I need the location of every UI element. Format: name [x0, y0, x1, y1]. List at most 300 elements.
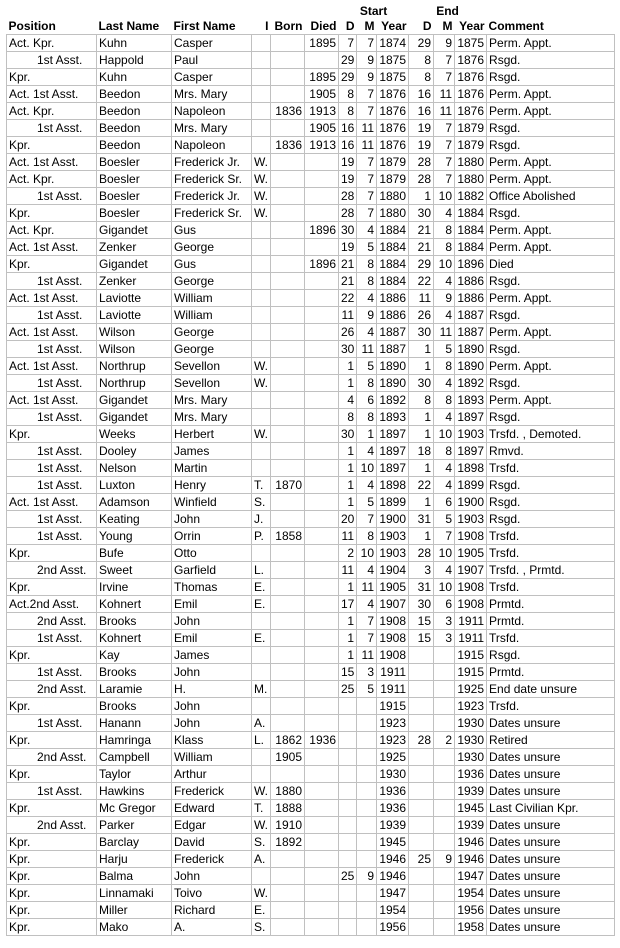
cell-start-month: 5 [357, 681, 377, 698]
cell-first-name: Mrs. Mary [172, 392, 252, 409]
table-row [7, 375, 615, 392]
cell-initial: T. [252, 477, 271, 494]
cell-position: 1st Asst. [7, 460, 97, 477]
cell-start-month: 4 [357, 290, 377, 307]
cell-comment: Dates unsure [487, 817, 615, 834]
cell-position: 1st Asst. [7, 443, 97, 460]
cell-start-month [357, 749, 377, 766]
table-row [7, 698, 615, 715]
col-header-end-month: M [442, 19, 453, 33]
cell-comment: Rsgd. [487, 137, 615, 154]
cell-start-year: 1908 [377, 630, 409, 647]
cell-died: 1913 [305, 103, 339, 120]
cell-start-year: 1892 [377, 392, 409, 409]
cell-start-month: 4 [357, 596, 377, 613]
cell-start-month: 7 [357, 86, 377, 103]
cell-born [271, 647, 305, 664]
cell-initial: W. [252, 154, 271, 171]
cell-first-name: Frederick [172, 851, 252, 868]
cell-born [271, 715, 305, 732]
table-row [7, 171, 615, 188]
cell-died [305, 409, 339, 426]
cell-comment: Trsfd. [487, 460, 615, 477]
cell-start-month: 8 [357, 273, 377, 290]
table-row [7, 477, 615, 494]
cell-end-day [409, 766, 434, 783]
cell-first-name: John [172, 698, 252, 715]
cell-last-name: Gigandet [97, 409, 172, 426]
cell-start-month: 4 [357, 443, 377, 460]
cell-end-day [409, 885, 434, 902]
cell-died [305, 273, 339, 290]
cell-start-day: 1 [339, 358, 357, 375]
cell-died: 1895 [305, 35, 339, 52]
cell-end-day [409, 834, 434, 851]
cell-comment: Rsgd. [487, 511, 615, 528]
cell-position: Kpr. [7, 137, 97, 154]
cell-born [271, 69, 305, 86]
cell-start-day [339, 851, 357, 868]
cell-end-day: 15 [409, 613, 434, 630]
cell-end-month: 4 [434, 375, 455, 392]
table-row [7, 783, 615, 800]
cell-comment: Prmtd. [487, 664, 615, 681]
cell-start-month: 8 [357, 409, 377, 426]
table-row [7, 290, 615, 307]
table-row [7, 885, 615, 902]
cell-end-month [434, 766, 455, 783]
cell-start-month: 7 [357, 630, 377, 647]
cell-initial [252, 137, 271, 154]
cell-first-name: John [172, 868, 252, 885]
cell-end-day: 18 [409, 443, 434, 460]
cell-position: Kpr. [7, 426, 97, 443]
cell-last-name: Boesler [97, 154, 172, 171]
cell-died [305, 358, 339, 375]
cell-died [305, 800, 339, 817]
cell-end-day: 26 [409, 307, 434, 324]
cell-last-name: Kay [97, 647, 172, 664]
cell-start-day: 11 [339, 562, 357, 579]
cell-end-year: 1908 [455, 596, 487, 613]
table-row [7, 664, 615, 681]
cell-end-month: 6 [434, 494, 455, 511]
table-row [7, 715, 615, 732]
cell-end-day: 8 [409, 52, 434, 69]
cell-end-day: 30 [409, 375, 434, 392]
cell-initial: W. [252, 375, 271, 392]
cell-died [305, 477, 339, 494]
cell-initial [252, 239, 271, 256]
table-row [7, 817, 615, 834]
cell-comment: Rmvd. [487, 443, 615, 460]
cell-end-year: 1939 [455, 817, 487, 834]
table-row [7, 562, 615, 579]
cell-initial: W. [252, 205, 271, 222]
col-header-end-year: Year [459, 19, 485, 33]
cell-died [305, 239, 339, 256]
cell-position: Kpr. [7, 732, 97, 749]
cell-position: Act. 1st Asst. [7, 392, 97, 409]
table-row [7, 528, 615, 545]
cell-end-month: 7 [434, 69, 455, 86]
cell-end-year: 1880 [455, 171, 487, 188]
cell-start-month: 10 [357, 545, 377, 562]
cell-last-name: Beedon [97, 86, 172, 103]
cell-end-month: 5 [434, 341, 455, 358]
cell-start-day: 29 [339, 52, 357, 69]
cell-position: Act.2nd Asst. [7, 596, 97, 613]
table-row [7, 239, 615, 256]
cell-comment: End date unsure [487, 681, 615, 698]
cell-position: Kpr. [7, 834, 97, 851]
cell-last-name: Barclay [97, 834, 172, 851]
cell-end-year: 1946 [455, 834, 487, 851]
cell-last-name: Gigandet [97, 392, 172, 409]
cell-start-year: 1954 [377, 902, 409, 919]
cell-last-name: Taylor [97, 766, 172, 783]
cell-first-name: Emil [172, 596, 252, 613]
cell-start-month [357, 698, 377, 715]
cell-initial [252, 52, 271, 69]
cell-position: Act. 1st Asst. [7, 324, 97, 341]
start-group-header: Start [359, 4, 388, 18]
cell-start-year: 1946 [377, 868, 409, 885]
cell-end-month: 4 [434, 307, 455, 324]
cell-start-year: 1908 [377, 647, 409, 664]
cell-last-name: Luxton [97, 477, 172, 494]
end-group-header: End [436, 4, 459, 18]
cell-initial: S. [252, 834, 271, 851]
cell-comment: Prmtd. [487, 596, 615, 613]
cell-end-day: 21 [409, 239, 434, 256]
cell-initial [252, 868, 271, 885]
cell-first-name: Garfield [172, 562, 252, 579]
cell-initial [252, 409, 271, 426]
cell-initial: W. [252, 885, 271, 902]
cell-born: 1836 [271, 103, 305, 120]
cell-end-day: 19 [409, 137, 434, 154]
cell-comment: Dates unsure [487, 851, 615, 868]
cell-died [305, 375, 339, 392]
cell-start-month: 4 [357, 324, 377, 341]
table-row [7, 256, 615, 273]
cell-start-month: 6 [357, 392, 377, 409]
cell-position: 2nd Asst. [7, 749, 97, 766]
cell-died [305, 868, 339, 885]
cell-end-day [409, 715, 434, 732]
cell-end-month: 7 [434, 171, 455, 188]
table-row [7, 35, 615, 52]
cell-died: 1913 [305, 137, 339, 154]
cell-start-year: 1936 [377, 783, 409, 800]
cell-start-month [357, 817, 377, 834]
cell-start-day: 1 [339, 460, 357, 477]
cell-end-month: 8 [434, 392, 455, 409]
cell-first-name: Martin [172, 460, 252, 477]
cell-died: 1905 [305, 86, 339, 103]
cell-last-name: Beedon [97, 120, 172, 137]
table-row [7, 273, 615, 290]
cell-position: Kpr. [7, 766, 97, 783]
cell-start-month: 9 [357, 69, 377, 86]
cell-initial: E. [252, 630, 271, 647]
cell-end-year: 1946 [455, 851, 487, 868]
cell-first-name: Edgar [172, 817, 252, 834]
cell-position: Kpr. [7, 545, 97, 562]
cell-position: Kpr. [7, 698, 97, 715]
cell-comment: Rsgd. [487, 409, 615, 426]
cell-position: Kpr. [7, 868, 97, 885]
cell-position: Kpr. [7, 256, 97, 273]
cell-born [271, 766, 305, 783]
cell-end-month: 9 [434, 851, 455, 868]
cell-first-name: Mrs. Mary [172, 86, 252, 103]
cell-start-year: 1897 [377, 426, 409, 443]
cell-start-year: 1898 [377, 477, 409, 494]
cell-first-name: Frederick Sr. [172, 171, 252, 188]
cell-start-year: 1956 [377, 919, 409, 936]
cell-last-name: Bufe [97, 545, 172, 562]
cell-end-day: 1 [409, 358, 434, 375]
table-row [7, 766, 615, 783]
cell-end-day: 29 [409, 256, 434, 273]
cell-start-month [357, 919, 377, 936]
cell-comment: Office Abolished [487, 188, 615, 205]
table-row [7, 494, 615, 511]
cell-first-name: Orrin [172, 528, 252, 545]
cell-start-day [339, 783, 357, 800]
cell-last-name: Beedon [97, 103, 172, 120]
cell-born [271, 919, 305, 936]
cell-comment: Rsgd. [487, 205, 615, 222]
col-header-start-day: D [345, 19, 355, 33]
cell-born: 1910 [271, 817, 305, 834]
table-row [7, 324, 615, 341]
cell-end-day: 28 [409, 545, 434, 562]
cell-start-year: 1876 [377, 86, 409, 103]
cell-start-day [339, 885, 357, 902]
cell-died [305, 902, 339, 919]
cell-last-name: Kuhn [97, 35, 172, 52]
cell-born [271, 375, 305, 392]
cell-end-month: 3 [434, 630, 455, 647]
cell-died [305, 596, 339, 613]
cell-last-name: Northrup [97, 375, 172, 392]
cell-last-name: Laramie [97, 681, 172, 698]
table-row [7, 103, 615, 120]
table-row [7, 834, 615, 851]
cell-end-day [409, 783, 434, 800]
cell-end-month [434, 664, 455, 681]
cell-end-year: 1899 [455, 477, 487, 494]
cell-last-name: Linnamaki [97, 885, 172, 902]
table-row [7, 630, 615, 647]
cell-end-day [409, 902, 434, 919]
cell-initial [252, 103, 271, 120]
table-row [7, 307, 615, 324]
cell-born [271, 613, 305, 630]
cell-end-month: 8 [434, 222, 455, 239]
cell-start-month: 11 [357, 120, 377, 137]
cell-initial [252, 341, 271, 358]
cell-end-month [434, 817, 455, 834]
cell-start-month: 10 [357, 460, 377, 477]
cell-start-month: 9 [357, 52, 377, 69]
cell-start-month [357, 902, 377, 919]
cell-start-day [339, 834, 357, 851]
cell-end-month: 9 [434, 290, 455, 307]
cell-start-day: 19 [339, 171, 357, 188]
cell-first-name: Mrs. Mary [172, 409, 252, 426]
cell-initial [252, 698, 271, 715]
cell-last-name: Mako [97, 919, 172, 936]
cell-start-year: 1890 [377, 358, 409, 375]
cell-position: 1st Asst. [7, 273, 97, 290]
cell-start-month: 7 [357, 154, 377, 171]
cell-comment: Dates unsure [487, 834, 615, 851]
cell-comment: Last Civilian Kpr. [487, 800, 615, 817]
cell-end-month: 6 [434, 596, 455, 613]
cell-end-day: 1 [409, 494, 434, 511]
cell-start-year: 1887 [377, 341, 409, 358]
cell-born [271, 290, 305, 307]
cell-initial: W. [252, 783, 271, 800]
cell-end-year: 1911 [455, 630, 487, 647]
cell-last-name: Harju [97, 851, 172, 868]
cell-end-year: 1907 [455, 562, 487, 579]
cell-died: 1936 [305, 732, 339, 749]
cell-end-month [434, 902, 455, 919]
cell-last-name: Laviotte [97, 307, 172, 324]
cell-died [305, 324, 339, 341]
cell-end-year: 1879 [455, 120, 487, 137]
cell-initial [252, 120, 271, 137]
cell-born [271, 35, 305, 52]
cell-comment: Perm. Appt. [487, 171, 615, 188]
cell-end-day: 28 [409, 154, 434, 171]
cell-first-name: William [172, 290, 252, 307]
cell-start-year: 1946 [377, 851, 409, 868]
col-header-first-name: First Name [173, 19, 236, 33]
cell-born [271, 426, 305, 443]
table-row [7, 222, 615, 239]
col-header-born: Born [274, 19, 303, 33]
cell-end-month: 8 [434, 239, 455, 256]
cell-start-day: 2 [339, 545, 357, 562]
cell-end-year: 1915 [455, 647, 487, 664]
cell-start-month: 5 [357, 494, 377, 511]
cell-initial [252, 443, 271, 460]
cell-start-month: 8 [357, 528, 377, 545]
cell-position: 1st Asst. [7, 307, 97, 324]
cell-died [305, 188, 339, 205]
cell-comment: Dates unsure [487, 749, 615, 766]
cell-start-year: 1908 [377, 613, 409, 630]
cell-first-name: Mrs. Mary [172, 120, 252, 137]
cell-initial [252, 273, 271, 290]
table-row [7, 52, 615, 69]
cell-end-month: 3 [434, 613, 455, 630]
cell-start-day: 17 [339, 596, 357, 613]
cell-start-day: 16 [339, 137, 357, 154]
cell-start-year: 1905 [377, 579, 409, 596]
cell-end-month [434, 698, 455, 715]
cell-position: 1st Asst. [7, 630, 97, 647]
cell-end-month [434, 834, 455, 851]
table-row [7, 919, 615, 936]
cell-initial: M. [252, 681, 271, 698]
cell-end-year: 1876 [455, 86, 487, 103]
cell-start-year: 1903 [377, 528, 409, 545]
col-header-initial: I [265, 19, 269, 33]
cell-start-month: 7 [357, 188, 377, 205]
group-header-row [7, 4, 615, 18]
cell-initial: L. [252, 562, 271, 579]
cell-position: Act. 1st Asst. [7, 494, 97, 511]
cell-born [271, 681, 305, 698]
cell-start-day [339, 715, 357, 732]
cell-start-day: 11 [339, 307, 357, 324]
table-row [7, 800, 615, 817]
cell-initial: S. [252, 919, 271, 936]
cell-end-month [434, 919, 455, 936]
cell-end-month: 2 [434, 732, 455, 749]
cell-born [271, 86, 305, 103]
cell-died [305, 766, 339, 783]
col-header-end-day: D [422, 19, 432, 33]
cell-start-month: 7 [357, 205, 377, 222]
cell-end-day: 1 [409, 426, 434, 443]
cell-end-month: 4 [434, 477, 455, 494]
cell-end-month: 7 [434, 52, 455, 69]
cell-start-day [339, 902, 357, 919]
cell-born [271, 239, 305, 256]
cell-last-name: Zenker [97, 273, 172, 290]
cell-end-year: 1884 [455, 205, 487, 222]
cell-initial [252, 766, 271, 783]
table-row [7, 868, 615, 885]
cell-first-name: Gus [172, 222, 252, 239]
cell-start-year: 1947 [377, 885, 409, 902]
cell-died [305, 834, 339, 851]
cell-comment: Rsgd. [487, 52, 615, 69]
cell-initial [252, 324, 271, 341]
cell-end-year: 1879 [455, 137, 487, 154]
cell-start-day: 28 [339, 205, 357, 222]
cell-first-name: Napoleon [172, 137, 252, 154]
cell-start-day: 16 [339, 120, 357, 137]
cell-born [271, 188, 305, 205]
cell-first-name: Edward [172, 800, 252, 817]
cell-position: Act. Kpr. [7, 103, 97, 120]
cell-start-month: 7 [357, 103, 377, 120]
cell-end-year: 1896 [455, 256, 487, 273]
cell-end-year: 1923 [455, 698, 487, 715]
cell-initial: T. [252, 800, 271, 817]
cell-position: Act. 1st Asst. [7, 239, 97, 256]
cell-end-year: 1887 [455, 324, 487, 341]
cell-end-day: 22 [409, 477, 434, 494]
cell-end-day [409, 647, 434, 664]
cell-position: Kpr. [7, 800, 97, 817]
cell-end-year: 1908 [455, 528, 487, 545]
table-row [7, 545, 615, 562]
cell-end-month: 11 [434, 86, 455, 103]
cell-start-day: 22 [339, 290, 357, 307]
cell-start-month: 11 [357, 341, 377, 358]
cell-start-day [339, 800, 357, 817]
